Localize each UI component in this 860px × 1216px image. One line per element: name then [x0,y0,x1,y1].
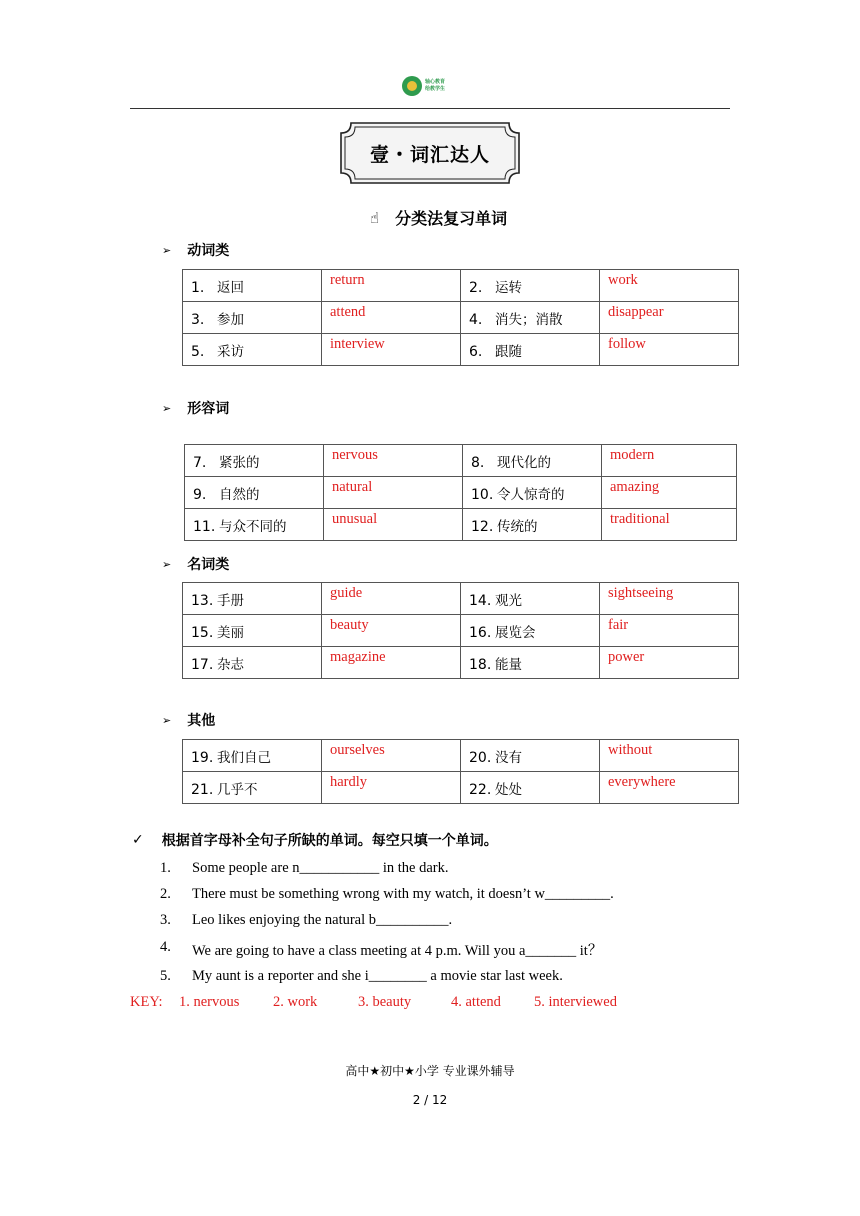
exercise-sentence: 1. Some people are n___________ in the dark. [160,860,449,876]
term-cell: 22. 处处 [461,772,600,804]
answer-key-item: 1. nervous [179,994,240,1010]
arrow-bullet-icon: ➢ [162,243,172,257]
answer-cell: everywhere [600,772,739,804]
table-row [185,477,737,509]
answer-cell: unusual [324,509,463,541]
term-cell: 20. 没有 [461,740,600,772]
term-cell: 3. 参加 [183,302,322,334]
answer-cell: modern [602,445,737,477]
pointing-hand-icon: ☝ [370,208,380,227]
category-nouns-heading: ➢ 名词类 [162,557,230,573]
answer-cell: ourselves [322,740,461,772]
answer-cell: work [600,270,739,302]
term-cell: 13. 手册 [183,583,322,615]
answer-cell: nervous [324,445,463,477]
footer-tagline: 高中★初中★小学 专业课外辅导 [345,1064,515,1078]
exercise-sentence: 2. There must be something wrong with my watch, it doesn’t w_________. [160,886,614,902]
answer-cell: power [600,647,739,679]
table-row [183,772,739,804]
table-row [183,270,739,302]
answer-cell: hardly [322,772,461,804]
term-cell: 9. 自然的 [185,477,324,509]
answer-cell: sightseeing [600,583,739,615]
answer-key [130,994,617,1011]
answer-key-label: KEY: [130,994,163,1010]
answer-cell: magazine [322,647,461,679]
term-cell: 1. 返回 [183,270,322,302]
arrow-bullet-icon: ➢ [162,557,172,571]
answer-cell: attend [322,302,461,334]
answer-cell: fair [600,615,739,647]
exercise-sentence: 5. My aunt is a reporter and she i________ a movie star last week. [160,968,563,984]
page-title: 壹・词汇达人 [369,143,490,166]
section-subheading: ☝ 分类法复习单词 [370,208,508,228]
table-row [183,583,739,615]
logo-emblem-icon [402,76,422,96]
answer-key-item: 4. attend [451,994,501,1010]
nouns-table [182,582,739,679]
answer-cell: natural [324,477,463,509]
answer-key-item: 2. work [273,994,318,1010]
term-cell: 8. 现代化的 [463,445,602,477]
term-cell: 7. 紧张的 [185,445,324,477]
adjectives-table [184,444,737,541]
term-cell: 18. 能量 [461,647,600,679]
answer-cell: interview [322,334,461,366]
arrow-bullet-icon: ➢ [162,713,172,727]
table-row [185,509,737,541]
category-verbs-heading: ➢ 动词类 [162,243,230,259]
page-number: 2 / 12 [412,1093,448,1107]
others-table [182,739,739,804]
table-row [183,740,739,772]
table-row [185,445,737,477]
verbs-table [182,269,739,366]
table-row [183,302,739,334]
answer-cell: disappear [600,302,739,334]
term-cell: 4. 消失；消散 [461,302,600,334]
term-cell: 17. 杂志 [183,647,322,679]
answer-cell: without [600,740,739,772]
header-divider [130,108,730,109]
arrow-bullet-icon: ➢ [162,401,172,415]
term-cell: 5. 采访 [183,334,322,366]
answer-cell: beauty [322,615,461,647]
exercise-sentence: 4. We are going to have a class meeting at 4 p.m. Will you a_______ it？ [160,939,603,959]
answer-key-item: 5. interviewed [534,994,617,1010]
answer-cell: traditional [602,509,737,541]
category-adjectives-heading: ➢ 形容词 [162,401,230,417]
term-cell: 14. 观光 [461,583,600,615]
table-row [183,647,739,679]
category-others-heading: ➢ 其他 [162,713,216,729]
term-cell: 11. 与众不同的 [185,509,324,541]
answer-cell: return [322,270,461,302]
table-row [183,334,739,366]
term-cell: 16. 展览会 [461,615,600,647]
title-badge [337,119,523,187]
term-cell: 10. 令人惊奇的 [463,477,602,509]
checkmark-icon: ✓ [132,832,144,848]
term-cell: 2. 运转 [461,270,600,302]
exercise-sentence: 3. Leo likes enjoying the natural b__________. [160,912,453,928]
term-cell: 15. 美丽 [183,615,322,647]
exercise-instruction: ✓ 根据首字母补全句子所缺的单词。每空只填一个单词。 [132,832,498,849]
term-cell: 19. 我们自己 [183,740,322,772]
term-cell: 12. 传统的 [463,509,602,541]
answer-cell: guide [322,583,461,615]
answer-key-item: 3. beauty [358,994,412,1010]
term-cell: 6. 跟随 [461,334,600,366]
answer-cell: follow [600,334,739,366]
logo [402,76,445,96]
table-row [183,615,739,647]
logo-text: 轴心教育 给教学生 [425,79,446,92]
answer-cell: amazing [602,477,737,509]
term-cell: 21. 几乎不 [183,772,322,804]
